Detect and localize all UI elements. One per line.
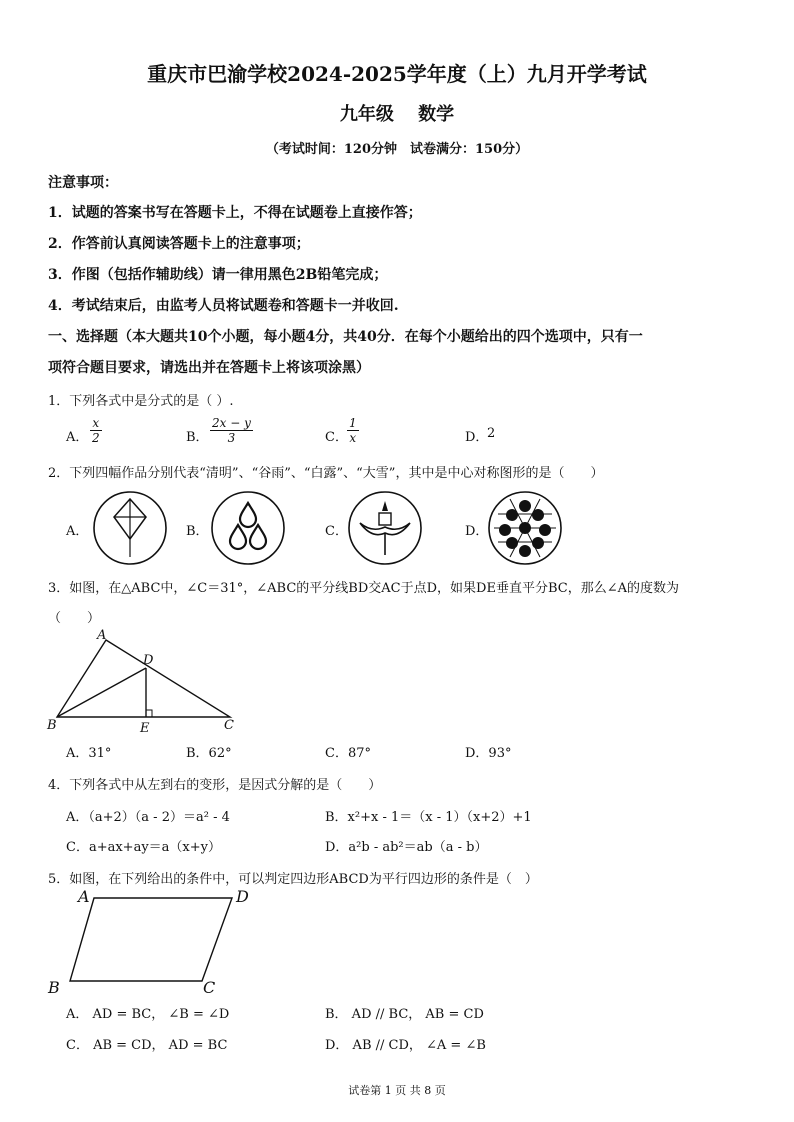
exam-info: （考试时间：120分钟 试卷满分：150分） <box>265 142 529 157</box>
q2-option-a-label: A． <box>66 524 89 539</box>
question-4-stem: 4．下列各式中从左到右的变形，是因式分解的是（ ） <box>48 778 382 793</box>
question-3-stem-cont: （ ） <box>48 611 101 626</box>
figure-label-c: C <box>224 718 234 733</box>
q4-option-a: A．（a+2）（a - 2）＝a² - 4 <box>66 810 230 825</box>
notice-item: 3．作图（包括作辅助线）请一律用黑色2B铅笔完成； <box>48 267 388 283</box>
q2-option-d-label: D． <box>465 524 489 539</box>
question-5-stem: 5．如图，在下列给出的条件中，可以判定四边形ABCD为平行四边形的条件是（ ） <box>48 872 538 887</box>
section-heading-cont: 项符合题目要求，请选出并在答题卡上将该项涂黑） <box>48 360 370 376</box>
kite-circle-icon <box>91 489 169 567</box>
page-footer: 试卷第 1 页 共 8 页 <box>348 1084 446 1097</box>
question-2-stem: 2．下列四幅作品分别代表“清明”、“谷雨”、“白露”、“大雪”，其中是中心对称图形的是（ ） <box>48 466 604 481</box>
fraction-denominator: 2 <box>92 431 100 445</box>
figure-label-d: D <box>236 887 249 906</box>
q5-option-d: D． AB // CD， ∠A = ∠B <box>325 1038 486 1053</box>
notice-item: 4．考试结束后，由监考人员将试题卷和答题卡一并收回. <box>48 298 399 314</box>
notice-item: 1．试题的答案书写在答题卡上，不得在试题卷上直接作答； <box>48 205 422 221</box>
fraction-denominator: x <box>349 431 357 445</box>
q2-option-b-label: B． <box>186 524 209 539</box>
figure-label-d: D <box>143 653 154 668</box>
q3-option-a: A．31° <box>66 746 112 761</box>
q1-option-b-fraction <box>210 416 253 445</box>
q2-option-c-label: C． <box>325 524 348 539</box>
q5-option-a: A． AD = BC， ∠B = ∠D <box>66 1007 230 1022</box>
q1-option-d-text: 2 <box>487 426 496 441</box>
notice-heading: 注意事项： <box>48 175 118 191</box>
q5-option-c: C． AB = CD， AD = BC <box>66 1038 228 1053</box>
notice-item: 2．作答前认真阅读答题卡上的注意事项； <box>48 236 310 252</box>
fraction-numerator: 2x − y <box>212 416 251 430</box>
figure-label-a: A <box>78 887 90 906</box>
q5-option-b: B． AD // BC， AB = CD <box>325 1007 484 1022</box>
q1-option-c-fraction <box>347 416 359 445</box>
fraction-numerator: x <box>90 416 102 431</box>
q1-option-a-label: A． <box>66 430 89 445</box>
question-3-stem: 3．如图，在△ABC中，∠C＝31°，∠ABC的平分线BD交AC于点D，如果DE垂直平分BC，那么∠A的度数为 <box>48 581 679 596</box>
q3-option-d: D．93° <box>465 746 512 761</box>
parallelogram-abcd-figure <box>60 890 260 990</box>
figure-label-b: B <box>48 978 60 997</box>
q1-option-c-label: C． <box>325 430 348 445</box>
fraction-numerator: 1 <box>349 416 357 430</box>
raindrops-circle-icon <box>209 489 287 567</box>
lotus-circle-icon <box>346 489 424 567</box>
q1-option-b-label: B． <box>186 430 209 445</box>
page-title: 重庆市巴渝学校2024-2025学年度（上）九月开学考试 <box>147 62 647 86</box>
q4-option-d: D．a²b - ab²＝ab（a - b） <box>325 840 488 855</box>
q1-option-d-label: D． <box>465 430 489 445</box>
honeycomb-circle-icon <box>486 489 564 567</box>
page-subtitle: 九年级 数学 <box>339 104 455 125</box>
figure-label-a: A <box>97 628 107 643</box>
section-heading: 一、选择题（本大题共10个小题，每小题4分，共40分．在每个小题给出的四个选项中，只有一 <box>48 329 643 345</box>
fraction-denominator: 3 <box>227 431 236 445</box>
q3-option-b: B．62° <box>186 746 232 761</box>
q1-option-a-fraction <box>90 416 102 445</box>
question-1-stem: 1．下列各式中是分式的是（ ）. <box>48 394 234 409</box>
q4-option-c: C．a+ax+ay＝a（x+y） <box>66 840 221 855</box>
figure-label-c: C <box>203 978 216 997</box>
figure-label-e: E <box>140 721 150 736</box>
figure-label-b: B <box>47 718 57 733</box>
q4-option-b: B．x²+x - 1＝（x - 1）（x+2）+1 <box>325 810 532 825</box>
q3-option-c: C．87° <box>325 746 371 761</box>
